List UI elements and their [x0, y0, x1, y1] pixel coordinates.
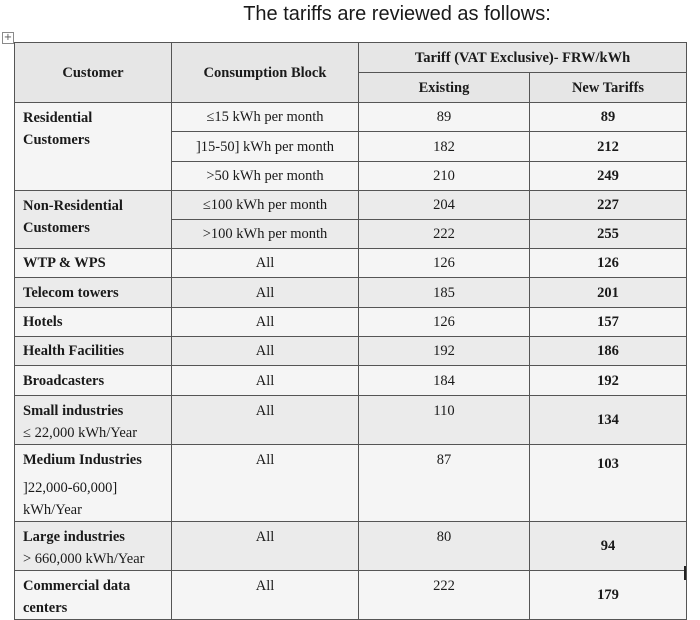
customer-label: Residential: [23, 110, 93, 126]
table-row: [15, 366, 687, 396]
cell-new: 249: [530, 162, 687, 191]
header-row: [15, 43, 687, 73]
cell-customer: [15, 522, 172, 571]
cell-existing: 110: [359, 396, 530, 445]
cell-existing: 182: [359, 132, 530, 162]
customer-label: Small industries: [23, 403, 124, 419]
customer-sublabel: kWh/Year: [23, 502, 82, 518]
cell-new: 227: [530, 191, 687, 220]
customer-label: Medium Industries: [23, 452, 142, 468]
cell-block: All: [172, 445, 359, 522]
cell-new: 134: [530, 396, 687, 445]
cell-customer: [15, 191, 172, 249]
cell-existing: 185: [359, 278, 530, 308]
cell-new: 179: [530, 571, 687, 620]
customer-sublabel: ≤ 22,000 kWh/Year: [23, 425, 138, 441]
cell-block: >50 kWh per month: [172, 162, 359, 191]
caption-text: The tariffs are reviewed as follows:: [243, 3, 551, 25]
cell-block: All: [172, 278, 359, 308]
cell-customer: Broadcasters: [15, 366, 172, 396]
move-handle-icon[interactable]: +: [3, 32, 13, 43]
cell-existing: 210: [359, 162, 530, 191]
cell-existing: 222: [359, 220, 530, 249]
cell-block: All: [172, 571, 359, 620]
cell-existing: 204: [359, 191, 530, 220]
cell-new: 192: [530, 366, 687, 396]
cell-new: 212: [530, 132, 687, 162]
customer-label: Customers: [23, 220, 90, 236]
table-row: [15, 396, 687, 445]
cell-block: All: [172, 366, 359, 396]
header-tariff: Tariff (VAT Exclusive)- FRW/kWh: [359, 43, 687, 73]
cell-customer: [15, 396, 172, 445]
table-row: [15, 103, 687, 132]
cell-customer: [15, 571, 172, 620]
text-cursor: [684, 566, 686, 580]
cell-block: ]15-50] kWh per month: [172, 132, 359, 162]
cell-block: ≤15 kWh per month: [172, 103, 359, 132]
cell-customer: [15, 103, 172, 191]
table-row: [15, 445, 687, 522]
header-customer: Customer: [15, 43, 172, 103]
table-row: [15, 191, 687, 220]
cell-new: 201: [530, 278, 687, 308]
cell-new: 94: [530, 522, 687, 571]
cell-new: 186: [530, 337, 687, 366]
cell-customer: [15, 445, 172, 522]
header-new: New Tariffs: [530, 73, 687, 103]
cell-customer: Hotels: [15, 308, 172, 337]
customer-label: Customers: [23, 132, 90, 148]
tariff-table: [14, 42, 687, 620]
cell-existing: 222: [359, 571, 530, 620]
customer-label: Large industries: [23, 529, 125, 545]
cell-existing: 126: [359, 308, 530, 337]
customer-sublabel: ]22,000-60,000]: [23, 480, 118, 496]
cell-existing: 87: [359, 445, 530, 522]
table-row: [15, 249, 687, 278]
table-row: [15, 337, 687, 366]
cell-new: 157: [530, 308, 687, 337]
customer-label: centers: [23, 600, 68, 616]
cell-new: 255: [530, 220, 687, 249]
caption: [0, 0, 700, 30]
cell-customer: WTP & WPS: [15, 249, 172, 278]
header-existing: Existing: [359, 73, 530, 103]
cell-new: 89: [530, 103, 687, 132]
cell-block: All: [172, 337, 359, 366]
cell-block: >100 kWh per month: [172, 220, 359, 249]
cell-block: All: [172, 396, 359, 445]
cell-existing: 80: [359, 522, 530, 571]
table-row: [15, 571, 687, 620]
cell-existing: 184: [359, 366, 530, 396]
cell-customer: Health Facilities: [15, 337, 172, 366]
cell-new: 126: [530, 249, 687, 278]
cell-block: All: [172, 308, 359, 337]
cell-new: 103: [530, 445, 687, 522]
customer-sublabel: > 660,000 kWh/Year: [23, 551, 145, 567]
customer-label: Commercial data: [23, 578, 131, 594]
header-block: Consumption Block: [172, 43, 359, 103]
cell-customer: Telecom towers: [15, 278, 172, 308]
cell-block: All: [172, 522, 359, 571]
table-row: [15, 308, 687, 337]
cell-existing: 192: [359, 337, 530, 366]
table-row: [15, 522, 687, 571]
cell-block: All: [172, 249, 359, 278]
table-row: [15, 278, 687, 308]
cell-existing: 126: [359, 249, 530, 278]
cell-block: ≤100 kWh per month: [172, 191, 359, 220]
customer-label: Non-Residential: [23, 198, 123, 214]
cell-existing: 89: [359, 103, 530, 132]
